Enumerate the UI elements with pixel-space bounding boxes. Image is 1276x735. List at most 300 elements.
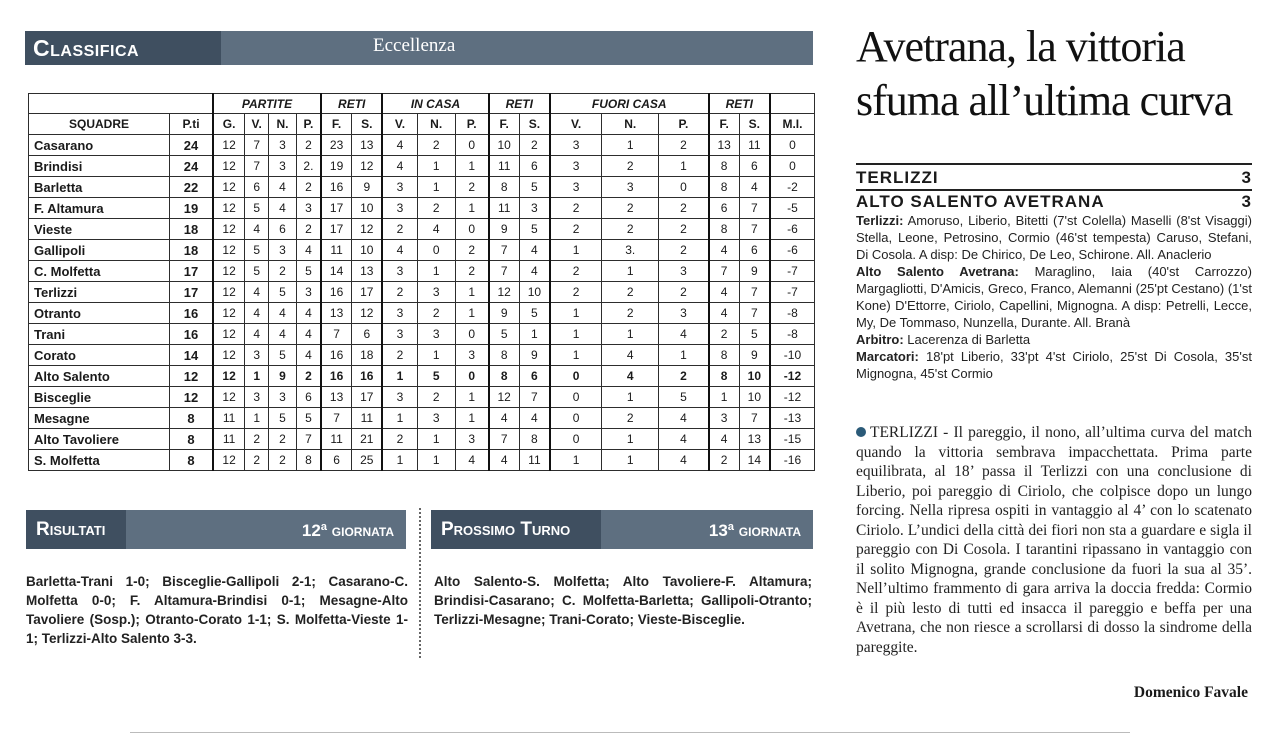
stat-cell: 5 xyxy=(519,219,550,240)
stat-cell: 9 xyxy=(519,345,550,366)
stat-cell: 1 xyxy=(602,135,659,156)
stat-cell: 5 xyxy=(296,408,321,429)
stat-cell: 4 xyxy=(739,177,770,198)
lineup-home-label: Terlizzi: xyxy=(856,213,904,228)
results-text: Barletta-Trani 1-0; Bisceglie-Gallipoli 2-1; Casarano-C. Molfetta 0-0; F. Altamura-Brindisi 0-1; Mesagne-Alto Tavoliere (Sosp.); Otranto-Corato 1-1; S. Molfetta-Vieste 1-1; Terlizzi-Alto Salento 3-3. xyxy=(26,574,408,646)
stat-cell: 2 xyxy=(550,198,602,219)
stat-cell: 4 xyxy=(245,282,269,303)
stat-cell: 13 xyxy=(352,135,383,156)
column-header: G. xyxy=(213,114,245,135)
stat-cell: 5 xyxy=(417,366,455,387)
score-line-home xyxy=(856,168,1252,188)
stat-cell: 2 xyxy=(382,219,417,240)
stat-cell: 3 xyxy=(382,303,417,324)
lineup-home: Amoruso, Liberio, Bitetti (7'st Colella) Maselli (8'st Visaggi) Stella, Leone, Petrosino, Cormio (46'st tempesta) Caruso, Stefani, Di Cosola. A disp: De Chirico, De Leo, Schirone. All. Anaclerio xyxy=(856,213,1252,262)
lineup-away: Maraglino, Iaia (40'st Carrozzo) Margagliotti, D'Amicis, Greco, Franco, Alemanni (25'pt Cestano) (1'st Kone) D'Ettorre, Ciriolo, Capellini, Mignogna. A disp: Petrelli, Lecce, My, De Tommaso, Nunzella, Durante. All. Branà xyxy=(856,264,1252,330)
stat-cell: 1 xyxy=(417,261,455,282)
stat-cell: 4 xyxy=(659,408,709,429)
stat-cell: 3 xyxy=(417,324,455,345)
stat-cell: 2 xyxy=(455,177,488,198)
stat-cell: 1 xyxy=(455,408,488,429)
stat-cell: 4 xyxy=(269,303,297,324)
stat-cell: 5 xyxy=(489,324,520,345)
stat-cell: 7 xyxy=(739,219,770,240)
points-cell: 12 xyxy=(170,387,214,408)
stat-cell: 3 xyxy=(269,240,297,261)
group-header-partite: PARTITE xyxy=(213,94,321,114)
stat-cell: 16 xyxy=(321,366,352,387)
stat-cell: 4 xyxy=(519,261,550,282)
stat-cell: 2 xyxy=(519,135,550,156)
stat-cell: 6 xyxy=(352,324,383,345)
stat-cell: 4 xyxy=(382,135,417,156)
stat-cell: 7 xyxy=(296,429,321,450)
stat-cell: 2 xyxy=(602,282,659,303)
stat-cell: 11 xyxy=(213,429,245,450)
stat-cell: 3 xyxy=(417,408,455,429)
stat-cell: 13 xyxy=(739,429,770,450)
column-header: S. xyxy=(739,114,770,135)
stat-cell: 2 xyxy=(245,429,269,450)
stat-cell: 2 xyxy=(550,219,602,240)
stat-cell: 12 xyxy=(213,156,245,177)
group-header-reti-casa: RETI xyxy=(489,94,550,114)
group-blank xyxy=(29,94,214,114)
stat-cell: 4 xyxy=(382,240,417,261)
stat-cell: 12 xyxy=(213,282,245,303)
team-name-cell: Alto Tavoliere xyxy=(29,429,170,450)
article-author: Domenico Favale xyxy=(1133,684,1248,701)
column-header: V. xyxy=(245,114,269,135)
standings-table xyxy=(28,93,815,471)
team-name-cell: Brindisi xyxy=(29,156,170,177)
headline-line-2: sfuma all’ultima curva xyxy=(856,76,1233,125)
stat-cell: 2 xyxy=(382,282,417,303)
stat-cell: 3 xyxy=(296,198,321,219)
stat-cell: 4 xyxy=(519,240,550,261)
points-cell: 24 xyxy=(170,135,214,156)
stat-cell: -15 xyxy=(770,429,815,450)
stat-cell: 2 xyxy=(659,219,709,240)
stat-cell: 0 xyxy=(770,135,815,156)
table-row xyxy=(29,156,815,177)
points-cell: 17 xyxy=(170,282,214,303)
column-header: N. xyxy=(602,114,659,135)
stat-cell: 11 xyxy=(213,408,245,429)
stat-cell: 3 xyxy=(550,177,602,198)
stat-cell: 3 xyxy=(269,156,297,177)
stat-cell: 2 xyxy=(550,261,602,282)
stat-cell: 4 xyxy=(269,324,297,345)
stat-cell: 8 xyxy=(709,345,740,366)
stat-cell: 1 xyxy=(382,450,417,471)
stat-cell: 4 xyxy=(489,408,520,429)
stat-cell: 4 xyxy=(245,303,269,324)
stat-cell: 1 xyxy=(550,345,602,366)
next-round-text: Alto Salento-S. Molfetta; Alto Tavoliere-F. Altamura; Brindisi-Casarano; C. Molfetta-Barletta; Gallipoli-Otranto; Terlizzi-Mesagne; Trani-Corato; Vieste-Bisceglie. xyxy=(434,574,812,627)
table-row xyxy=(29,324,815,345)
stat-cell: 2 xyxy=(602,303,659,324)
stat-cell: -6 xyxy=(770,219,815,240)
stat-cell: 6 xyxy=(269,219,297,240)
stat-cell: 5 xyxy=(659,387,709,408)
stat-cell: 1 xyxy=(455,303,488,324)
stat-cell: 5 xyxy=(296,261,321,282)
table-row xyxy=(29,282,815,303)
stat-cell: 5 xyxy=(739,324,770,345)
group-header-blank-mi xyxy=(770,94,815,114)
stat-cell: 1 xyxy=(417,450,455,471)
table-row xyxy=(29,387,815,408)
stat-cell: 0 xyxy=(455,135,488,156)
stat-cell: 9 xyxy=(269,366,297,387)
stat-cell: 2 xyxy=(417,198,455,219)
stat-cell: 5 xyxy=(519,177,550,198)
stat-cell: -7 xyxy=(770,261,815,282)
stat-cell: 3 xyxy=(519,198,550,219)
stat-cell: 23 xyxy=(321,135,352,156)
stat-cell: 2 xyxy=(659,282,709,303)
group-header-reti-fuori: RETI xyxy=(709,94,770,114)
stat-cell: 10 xyxy=(739,366,770,387)
column-header: S. xyxy=(519,114,550,135)
stat-cell: 6 xyxy=(321,450,352,471)
table-row xyxy=(29,219,815,240)
team-name-cell: Otranto xyxy=(29,303,170,324)
stat-cell: 12 xyxy=(213,345,245,366)
next-round-title: Prossimo Turno xyxy=(441,519,571,540)
stat-cell: 2 xyxy=(296,177,321,198)
stat-cell: 0 xyxy=(455,324,488,345)
stat-cell: 5 xyxy=(245,261,269,282)
stat-cell: 0 xyxy=(417,240,455,261)
points-cell: 19 xyxy=(170,198,214,219)
stat-cell: 2 xyxy=(245,450,269,471)
score-rule-top xyxy=(856,163,1252,165)
article-lead: TERLIZZI xyxy=(870,424,939,441)
stat-cell: 1 xyxy=(709,387,740,408)
stat-cell: 8 xyxy=(709,219,740,240)
stat-cell: 3 xyxy=(382,261,417,282)
stat-cell: 2 xyxy=(709,324,740,345)
stat-cell: 0 xyxy=(550,408,602,429)
stat-cell: 7 xyxy=(321,324,352,345)
stat-cell: 0 xyxy=(455,219,488,240)
stat-cell: 3 xyxy=(455,429,488,450)
stat-cell: 7 xyxy=(489,240,520,261)
stat-cell: 17 xyxy=(352,387,383,408)
stat-cell: 1 xyxy=(245,408,269,429)
results-title: Risultati xyxy=(36,519,106,540)
points-cell: 8 xyxy=(170,450,214,471)
stat-cell: 4 xyxy=(269,177,297,198)
stat-cell: 2 xyxy=(382,345,417,366)
match-details xyxy=(856,212,1252,382)
stat-cell: 1 xyxy=(455,387,488,408)
points-cell: 24 xyxy=(170,156,214,177)
stat-cell: 4 xyxy=(489,450,520,471)
stat-cell: 8 xyxy=(489,366,520,387)
stat-cell: 3 xyxy=(602,177,659,198)
scorers-label: Marcatori: xyxy=(856,349,919,364)
stat-cell: 5 xyxy=(519,303,550,324)
stat-cell: 3 xyxy=(382,387,417,408)
column-header: SQUADRE xyxy=(29,114,170,135)
stat-cell: 2 xyxy=(417,387,455,408)
stat-cell: 3 xyxy=(382,198,417,219)
stat-cell: 5 xyxy=(269,345,297,366)
stat-cell: 0 xyxy=(550,429,602,450)
stat-cell: 2 xyxy=(602,156,659,177)
standings-body xyxy=(29,135,815,471)
stat-cell: 3 xyxy=(659,303,709,324)
column-divider xyxy=(419,508,421,658)
stat-cell: 2 xyxy=(659,198,709,219)
stat-cell: 12 xyxy=(489,387,520,408)
table-row xyxy=(29,345,815,366)
stat-cell: 5 xyxy=(269,408,297,429)
stat-cell: 10 xyxy=(519,282,550,303)
team-name-cell: Mesagne xyxy=(29,408,170,429)
team-name-cell: Vieste xyxy=(29,219,170,240)
stat-cell: 2 xyxy=(269,429,297,450)
column-header: S. xyxy=(352,114,383,135)
stat-cell: 6 xyxy=(709,198,740,219)
stat-cell: 1 xyxy=(455,198,488,219)
stat-cell: 1 xyxy=(602,450,659,471)
stat-cell: 1 xyxy=(602,429,659,450)
stat-cell: 4 xyxy=(659,324,709,345)
stat-cell: 11 xyxy=(321,429,352,450)
stat-cell: 2 xyxy=(296,135,321,156)
stat-cell: 0 xyxy=(550,366,602,387)
team-name-cell: Alto Salento xyxy=(29,366,170,387)
points-cell: 16 xyxy=(170,324,214,345)
stat-cell: 4 xyxy=(296,324,321,345)
points-cell: 8 xyxy=(170,408,214,429)
stat-cell: 10 xyxy=(739,387,770,408)
team-name-cell: Bisceglie xyxy=(29,387,170,408)
stat-cell: -16 xyxy=(770,450,815,471)
stat-cell: 0 xyxy=(659,177,709,198)
stat-cell: 2 xyxy=(417,135,455,156)
stat-cell: 12 xyxy=(352,156,383,177)
next-round-round: 13ª giornata xyxy=(708,521,801,540)
score-line-away xyxy=(856,192,1252,212)
stat-cell: 3. xyxy=(602,240,659,261)
stat-cell: 17 xyxy=(321,198,352,219)
stat-cell: 1 xyxy=(417,429,455,450)
stat-cell: 3 xyxy=(709,408,740,429)
stat-cell: 3 xyxy=(382,177,417,198)
standings-column-header-row xyxy=(29,114,815,135)
stat-cell: 25 xyxy=(352,450,383,471)
stat-cell: 4 xyxy=(709,429,740,450)
stat-cell: 2. xyxy=(296,156,321,177)
stat-cell: 1 xyxy=(602,261,659,282)
stat-cell: 6 xyxy=(296,387,321,408)
team-name-cell: S. Molfetta xyxy=(29,450,170,471)
stat-cell: 12 xyxy=(213,198,245,219)
stat-cell: 3 xyxy=(455,345,488,366)
page-bottom-rule xyxy=(130,732,1130,733)
stat-cell: 11 xyxy=(739,135,770,156)
column-header: F. xyxy=(321,114,352,135)
stat-cell: -7 xyxy=(770,282,815,303)
stat-cell: 12 xyxy=(352,303,383,324)
stat-cell: 3 xyxy=(550,156,602,177)
column-header: N. xyxy=(417,114,455,135)
score-away: 3 xyxy=(1241,192,1252,211)
points-cell: 18 xyxy=(170,240,214,261)
stat-cell: 11 xyxy=(489,198,520,219)
stat-cell: 12 xyxy=(213,366,245,387)
stat-cell: 1 xyxy=(245,366,269,387)
stat-cell: 18 xyxy=(352,345,383,366)
stat-cell: 3 xyxy=(659,261,709,282)
points-cell: 22 xyxy=(170,177,214,198)
stat-cell: 14 xyxy=(739,450,770,471)
stat-cell: 6 xyxy=(519,156,550,177)
stat-cell: 1 xyxy=(455,156,488,177)
stat-cell: 2 xyxy=(269,450,297,471)
points-cell: 16 xyxy=(170,303,214,324)
stat-cell: 12 xyxy=(213,177,245,198)
points-cell: 14 xyxy=(170,345,214,366)
stat-cell: 4 xyxy=(602,345,659,366)
table-row xyxy=(29,303,815,324)
stat-cell: 2 xyxy=(602,198,659,219)
stat-cell: -6 xyxy=(770,240,815,261)
stat-cell: 3 xyxy=(245,345,269,366)
classifica-title: Classifica xyxy=(33,35,140,61)
team-name-cell: Corato xyxy=(29,345,170,366)
stat-cell: 2 xyxy=(659,366,709,387)
column-header: P. xyxy=(296,114,321,135)
stat-cell: 12 xyxy=(213,261,245,282)
stat-cell: 12 xyxy=(213,240,245,261)
stat-cell: 3 xyxy=(296,282,321,303)
stat-cell: 7 xyxy=(321,408,352,429)
column-header: P.ti xyxy=(170,114,214,135)
table-row xyxy=(29,429,815,450)
stat-cell: 2 xyxy=(296,219,321,240)
group-header-fuori-casa: FUORI CASA xyxy=(550,94,709,114)
lineup-away-label: Alto Salento Avetrana: xyxy=(856,264,1019,279)
group-header-reti: RETI xyxy=(321,94,382,114)
stat-cell: 7 xyxy=(245,135,269,156)
team-name-cell: C. Molfetta xyxy=(29,261,170,282)
stat-cell: 4 xyxy=(602,366,659,387)
stat-cell: 8 xyxy=(709,366,740,387)
stat-cell: 4 xyxy=(382,156,417,177)
team-home: TERLIZZI xyxy=(856,168,939,187)
stat-cell: 4 xyxy=(417,219,455,240)
team-name-cell: Barletta xyxy=(29,177,170,198)
table-row xyxy=(29,450,815,471)
score-rule-mid xyxy=(856,189,1252,191)
stat-cell: 2 xyxy=(269,261,297,282)
stat-cell: 5 xyxy=(269,282,297,303)
classifica-subtitle: Eccellenza xyxy=(373,35,456,56)
stat-cell: 3 xyxy=(269,387,297,408)
stat-cell: -8 xyxy=(770,324,815,345)
stat-cell: -2 xyxy=(770,177,815,198)
next-round-header-bar xyxy=(431,510,813,549)
stat-cell: 2 xyxy=(296,366,321,387)
stat-cell: 3 xyxy=(245,387,269,408)
team-name-cell: F. Altamura xyxy=(29,198,170,219)
stat-cell: 4 xyxy=(659,450,709,471)
stat-cell: 1 xyxy=(417,345,455,366)
stat-cell: 12 xyxy=(213,135,245,156)
points-cell: 8 xyxy=(170,429,214,450)
stat-cell: 5 xyxy=(245,240,269,261)
stat-cell: 17 xyxy=(352,282,383,303)
stat-cell: 12 xyxy=(213,303,245,324)
table-row xyxy=(29,240,815,261)
table-row xyxy=(29,198,815,219)
stat-cell: 7 xyxy=(519,387,550,408)
stat-cell: 12 xyxy=(213,450,245,471)
stat-cell: 2 xyxy=(659,135,709,156)
stat-cell: 9 xyxy=(739,261,770,282)
stat-cell: 7 xyxy=(739,303,770,324)
stat-cell: 13 xyxy=(321,387,352,408)
score-home: 3 xyxy=(1241,168,1252,187)
stat-cell: 7 xyxy=(709,261,740,282)
stat-cell: 14 xyxy=(321,261,352,282)
stat-cell: 16 xyxy=(321,345,352,366)
stat-cell: 13 xyxy=(352,261,383,282)
results-header-bar xyxy=(26,510,406,549)
stat-cell: 1 xyxy=(455,282,488,303)
stat-cell: -12 xyxy=(770,366,815,387)
stat-cell: 1 xyxy=(659,156,709,177)
stat-cell: 1 xyxy=(659,345,709,366)
stat-cell: 7 xyxy=(489,429,520,450)
stat-cell: 7 xyxy=(739,282,770,303)
stat-cell: 6 xyxy=(739,240,770,261)
stat-cell: 10 xyxy=(489,135,520,156)
column-header: N. xyxy=(269,114,297,135)
team-name-cell: Casarano xyxy=(29,135,170,156)
stat-cell: 6 xyxy=(519,366,550,387)
stat-cell: 6 xyxy=(245,177,269,198)
points-cell: 12 xyxy=(170,366,214,387)
stat-cell: 2 xyxy=(455,240,488,261)
stat-cell: 2 xyxy=(455,261,488,282)
group-header-in-casa: IN CASA xyxy=(382,94,488,114)
stat-cell: 8 xyxy=(519,429,550,450)
stat-cell: 2 xyxy=(709,450,740,471)
stat-cell: 21 xyxy=(352,429,383,450)
table-row xyxy=(29,177,815,198)
team-away: ALTO SALENTO AVETRANA xyxy=(856,192,1105,211)
article-body xyxy=(856,423,1252,657)
stat-cell: 13 xyxy=(709,135,740,156)
stat-cell: 2 xyxy=(659,240,709,261)
stat-cell: 3 xyxy=(382,324,417,345)
stat-cell: 3 xyxy=(269,135,297,156)
stat-cell: 9 xyxy=(489,303,520,324)
stat-cell: 9 xyxy=(352,177,383,198)
stat-cell: 2 xyxy=(550,282,602,303)
team-name-cell: Terlizzi xyxy=(29,282,170,303)
stat-cell: 1 xyxy=(417,156,455,177)
stat-cell: 1 xyxy=(519,324,550,345)
stat-cell: 13 xyxy=(321,303,352,324)
